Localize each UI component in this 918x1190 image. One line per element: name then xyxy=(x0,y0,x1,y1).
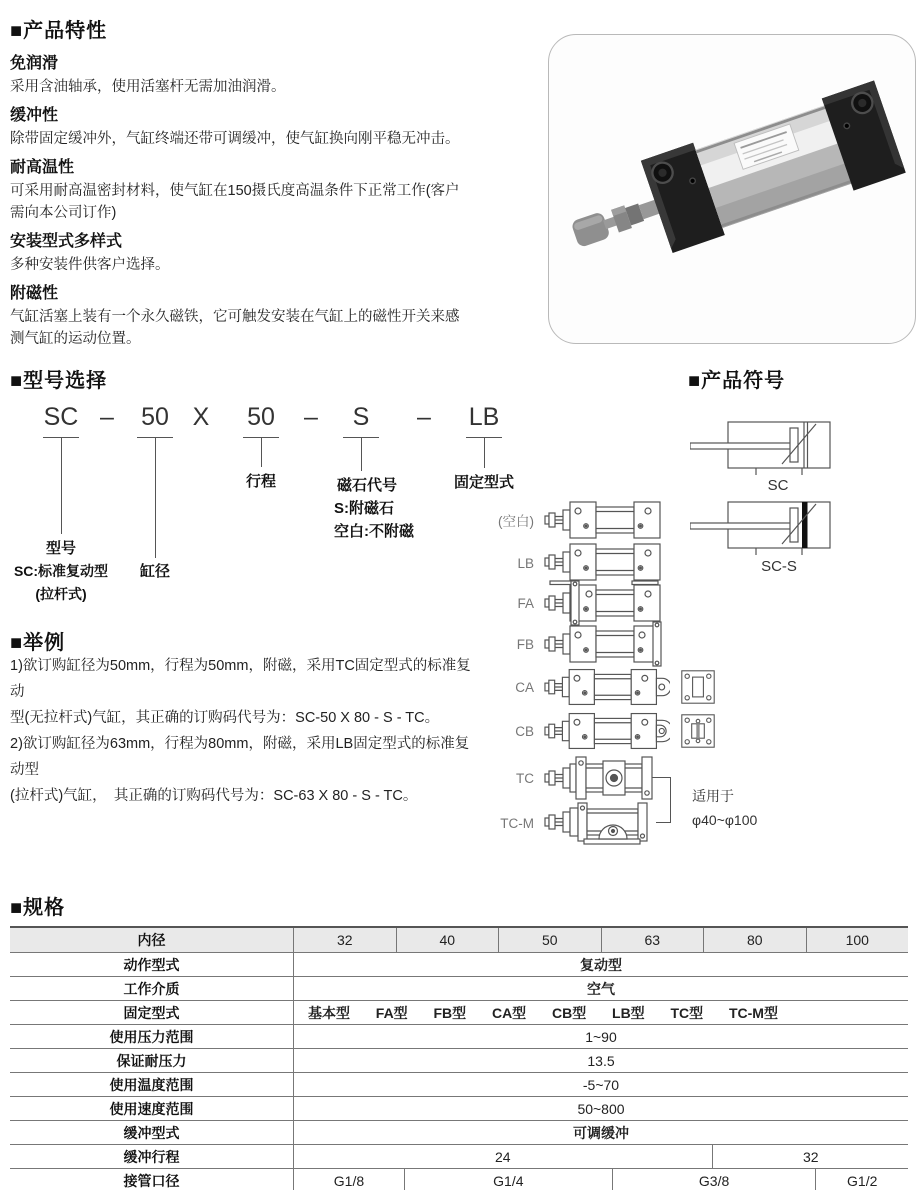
mount-cell: FB型 xyxy=(433,1004,467,1021)
mount-cell: FA型 xyxy=(375,1004,408,1021)
features-title: ■产品特性 xyxy=(10,20,108,42)
mount-type-label: CB xyxy=(515,723,534,739)
bore-size-cell: 80 xyxy=(703,928,806,952)
example-line: 2)欲订购缸径为63mm，行程为80mm，附磁，采用LB固定型式的标准复动型 xyxy=(10,736,470,778)
bracket-line xyxy=(652,777,670,778)
note-line: φ40~φ100 xyxy=(692,812,758,828)
row-value: 50~800 xyxy=(577,1100,625,1117)
mount-row-fb xyxy=(448,621,662,667)
feature-item xyxy=(10,104,550,150)
mount-type-label: TC xyxy=(516,770,534,786)
table-row xyxy=(10,1121,908,1145)
mount-type-cells xyxy=(294,1001,908,1024)
feature-text: 气缸活塞上装有一个永久磁铁，它可触发安装在气缸上的磁性开关来感 xyxy=(10,309,460,325)
symbol-label-sc: SC xyxy=(767,477,789,494)
row-value: 空气 xyxy=(587,980,615,997)
mount-diagram-tc-icon xyxy=(544,755,662,801)
examples-text xyxy=(10,653,480,809)
bore-size-cell: 50 xyxy=(498,928,601,952)
mount-row-fa xyxy=(448,580,662,626)
feature-item xyxy=(10,156,550,224)
table-header-row xyxy=(10,928,908,953)
mount-row-blank xyxy=(448,497,662,543)
mount-row-tcm xyxy=(448,799,662,847)
port-size-cell: G3/8 xyxy=(612,1169,816,1190)
bore-size-cell: 100 xyxy=(806,928,909,952)
table-row xyxy=(10,1073,908,1097)
table-row xyxy=(10,953,908,977)
bore-label: 缸径 xyxy=(139,563,170,580)
mount-row-tc xyxy=(448,755,662,801)
bore-size-cell: 63 xyxy=(601,928,704,952)
magnet-option-s: S:附磁石 xyxy=(334,500,395,517)
pneumatic-symbol-sc xyxy=(690,418,836,476)
feature-text: 可采用耐高温密封材料，使气缸在150摄氏度高温条件下正常工作(客户 xyxy=(10,183,460,199)
code-dash-icon: – xyxy=(304,403,318,431)
mount-diagram-tcm-icon xyxy=(544,799,662,847)
row-value: 13.5 xyxy=(587,1052,615,1069)
code-label-model xyxy=(4,537,118,606)
feature-text: 多种安装件供客户选择。 xyxy=(10,257,170,273)
feature-item xyxy=(10,282,550,350)
feature-heading: 安装型式多样式 xyxy=(10,233,123,250)
feature-heading: 免润滑 xyxy=(10,55,59,72)
connector-line xyxy=(361,437,362,471)
stroke-label: 行程 xyxy=(245,473,276,490)
mount-cell: CB型 xyxy=(551,1004,587,1021)
connector-line xyxy=(484,437,485,468)
code-bore: 50 xyxy=(141,403,169,431)
example-line: 1)欲订购缸径为50mm，行程为50mm，附磁，采用TC固定型式的标准复动 xyxy=(10,658,471,700)
row-label: 缓冲行程 xyxy=(10,1145,294,1168)
mount-cell: 基本型 xyxy=(308,1004,350,1021)
code-label-magnet xyxy=(334,474,414,543)
mounting-label: 固定型式 xyxy=(453,474,514,491)
code-x: X xyxy=(192,403,210,431)
feature-text: 需向本公司订作) xyxy=(10,205,117,221)
row-label: 使用压力范围 xyxy=(10,1025,294,1048)
table-row xyxy=(10,1001,908,1025)
code-stroke: 50 xyxy=(247,403,275,431)
bracket-line xyxy=(656,822,670,823)
mount-diagram-cb-icon xyxy=(544,708,670,754)
mount-row-cb xyxy=(448,708,716,754)
feature-heading: 耐高温性 xyxy=(10,159,75,176)
mount-type-label: TC-M xyxy=(500,815,534,831)
port-size-cell: G1/4 xyxy=(404,1169,612,1190)
magnet-label: 磁石代号 xyxy=(337,477,398,494)
feature-heading: 附磁性 xyxy=(10,285,59,302)
pneumatic-symbol-sc-s xyxy=(690,498,836,556)
row-label: 使用温度范围 xyxy=(10,1073,294,1096)
note-line: 适用于 xyxy=(692,788,734,804)
specs-title: ■规格 xyxy=(10,897,66,919)
code-magnet: S xyxy=(352,403,370,431)
code-series: SC xyxy=(43,403,79,431)
mount-cell: CA型 xyxy=(491,1004,527,1021)
mount-type-label: LB xyxy=(517,555,534,571)
row-label: 内径 xyxy=(10,928,294,952)
cushion-stroke-cell: 32 xyxy=(712,1145,909,1168)
row-label: 工作介质 xyxy=(10,977,294,1000)
examples-title: ■举例 xyxy=(10,632,66,654)
row-value: 可调缓冲 xyxy=(573,1124,629,1141)
specs-table xyxy=(10,926,908,1190)
row-value: 复动型 xyxy=(580,956,622,973)
bracket-line xyxy=(670,777,671,823)
row-label: 缓冲型式 xyxy=(10,1121,294,1144)
mount-type-label: CA xyxy=(515,679,534,695)
symbols-title: ■产品符号 xyxy=(688,370,786,392)
model-label: 型号 xyxy=(45,540,76,557)
mount-cell: TC-M型 xyxy=(728,1004,778,1021)
row-value: 1~90 xyxy=(585,1028,617,1045)
cylinder-photo-illustration xyxy=(549,35,915,343)
mount-diagram-basic-icon xyxy=(544,497,662,543)
example-line: (拉杆式)气缸， 其正确的订购码代号为：SC-63 X 80 - S - TC。 xyxy=(10,788,418,804)
row-label: 使用速度范围 xyxy=(10,1097,294,1120)
mount-type-label: FA xyxy=(517,595,534,611)
port-size-cell: G1/2 xyxy=(815,1169,908,1190)
magnet-option-blank: 空白:不附磁 xyxy=(334,523,414,540)
mount-diagram-fb-icon xyxy=(544,621,662,667)
port-size-cell: G1/8 xyxy=(333,1172,365,1189)
cb-flange-plate-icon xyxy=(680,713,716,749)
code-dash-icon: – xyxy=(100,403,114,431)
bore-size-cell: 32 xyxy=(336,932,353,948)
ca-flange-plate-icon xyxy=(680,669,716,705)
product-photo xyxy=(548,34,916,344)
symbol-label-sc-s: SC-S xyxy=(761,558,797,575)
mount-row-ca xyxy=(448,664,716,710)
feature-heading: 缓冲性 xyxy=(10,107,59,124)
header-cells xyxy=(294,928,908,952)
mount-diagram-ca-icon xyxy=(544,664,670,710)
connector-line xyxy=(261,437,262,467)
feature-item xyxy=(10,230,550,276)
mount-type-label: FB xyxy=(516,636,534,652)
table-row xyxy=(10,977,908,1001)
applicability-note xyxy=(692,784,757,832)
code-mounting: LB xyxy=(468,403,500,431)
row-label: 固定型式 xyxy=(10,1001,294,1024)
code-dash-icon: – xyxy=(417,403,431,431)
example-line: 型(无拉杆式)气缸，其正确的订购码代号为：SC-50 X 80 - S - TC。 xyxy=(10,710,440,726)
row-value: -5~70 xyxy=(582,1076,620,1093)
row-label: 动作型式 xyxy=(10,953,294,976)
mount-diagram-fa-icon xyxy=(544,580,662,626)
connector-line xyxy=(155,437,156,558)
table-row xyxy=(10,1169,908,1190)
mount-type-label: (空白) xyxy=(498,514,534,529)
table-row xyxy=(10,1025,908,1049)
mount-cell: TC型 xyxy=(670,1004,704,1021)
table-row xyxy=(10,1097,908,1121)
feature-text: 除带固定缓冲外，气缸终端还带可调缓冲，使气缸换向刚平稳无冲击。 xyxy=(10,131,460,147)
mount-cell: LB型 xyxy=(612,1004,645,1021)
feature-item xyxy=(10,52,550,98)
feature-text: 测气缸的运动位置。 xyxy=(10,331,141,347)
row-label: 接管口径 xyxy=(10,1169,294,1190)
table-row xyxy=(10,1049,908,1073)
connector-line xyxy=(61,437,62,534)
table-row xyxy=(10,1145,908,1169)
features-list xyxy=(10,46,550,350)
feature-text: 采用含油轴承，使用活塞杆无需加油润滑。 xyxy=(10,79,286,95)
model-label-detail2: (拉杆式) xyxy=(35,586,87,602)
model-label-detail: SC:标准复动型 xyxy=(13,563,109,579)
bore-size-cell: 40 xyxy=(396,928,499,952)
row-label: 保证耐压力 xyxy=(10,1049,294,1072)
model-selection-title: ■型号选择 xyxy=(10,370,108,392)
cushion-stroke-cell: 24 xyxy=(494,1148,511,1165)
